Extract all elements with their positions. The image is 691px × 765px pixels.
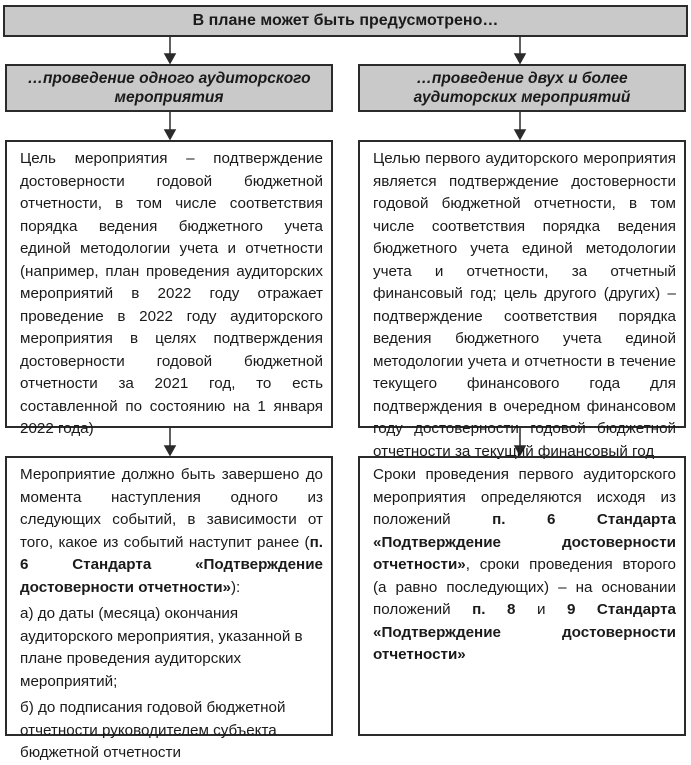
- left-completion-intro: Мероприятие должно быть завершено до момента наступления одного из следующих событий, в зависимости от того, какое из событий наступит ранее (: [20, 466, 323, 551]
- left-completion-end: ):: [231, 578, 241, 596]
- left-heading-box: [5, 64, 333, 112]
- left-item-a: а) до даты (месяца) окончания аудиторского мероприятия, указанной в плане проведения аудиторских мероприятий;: [20, 605, 303, 690]
- left-heading-line2: мероприятия: [114, 89, 224, 106]
- left-item-b: б) до подписания годовой бюджетной отчетности руководителем субъекта бюджетной отчетности: [20, 699, 286, 761]
- right-heading-line2: аудиторских мероприятий: [413, 89, 631, 106]
- arrow-low-left-head: [165, 446, 175, 455]
- right-goal-box: [358, 140, 686, 460]
- right-terms-ref2: п. 8: [472, 601, 516, 618]
- right-terms-part2: , сроки проведения второго (а равно последующих) – на основании положений: [373, 556, 676, 618]
- right-terms-part1: Сроки проведения первого аудиторского мероприятия определяются исходя из положений: [373, 466, 676, 528]
- left-heading-line1: …проведение одного аудиторского: [27, 70, 311, 87]
- right-terms-paragraph: [373, 464, 676, 667]
- left-completion-paragraph: [20, 464, 323, 599]
- arrow-mid-right-head: [515, 130, 525, 139]
- right-terms-and: и: [515, 601, 567, 618]
- left-goal-box: [5, 140, 333, 437]
- right-goal-text: Целью первого аудиторского мероприятия является подтверждение достоверности годовой бюджетной отчетности, в том числе соответствия порядка ведения бюджетного учета единой методологии учета и отчетности, за отчетный финансовый год; цель другого (других) – подтверждение соответствия порядка ведения бюджетного учета единой методологии учета и отчетности в течение текущего финансового года для подтверждения в очередном финансовом году достоверности годовой бюджетной отчетности за текущий финансовый год: [373, 150, 676, 460]
- arrow-top-left-head: [165, 54, 175, 63]
- arrow-mid-left-head: [165, 130, 175, 139]
- top-box-text: В плане может быть предусмотрено…: [192, 12, 499, 29]
- right-terms-ref3: 9 Стандарта «Подтверждение достоверности отчетности»: [373, 601, 676, 663]
- right-heading-box: [358, 64, 686, 112]
- right-heading-line1: …проведение двух и более: [416, 70, 628, 87]
- left-completion-ref: п. 6 Стандарта «Подтверждение достоверности отчетности»: [20, 533, 323, 596]
- right-terms-ref1: п. 6 Стандарта «Подтверждение достоверности отчетности»: [373, 511, 677, 573]
- arrow-top-right-head: [515, 54, 525, 63]
- top-box: [3, 5, 688, 37]
- left-completion-box: [5, 456, 333, 761]
- right-terms-box: [358, 456, 686, 736]
- left-goal-text: Цель мероприятия – подтверждение достоверности годовой бюджетной отчетности, в том числе соответствия порядка ведения бюджетного учета единой методологии учета и отчетности (например, план проведения аудиторских мероприятий в 2022 году отражает проведение в 2022 году аудиторского мероприятия в целях подтверждения достоверности годовой бюджетной отчетности за 2021 год, то есть составленной по состоянию на 1 января 2022 года): [20, 150, 323, 437]
